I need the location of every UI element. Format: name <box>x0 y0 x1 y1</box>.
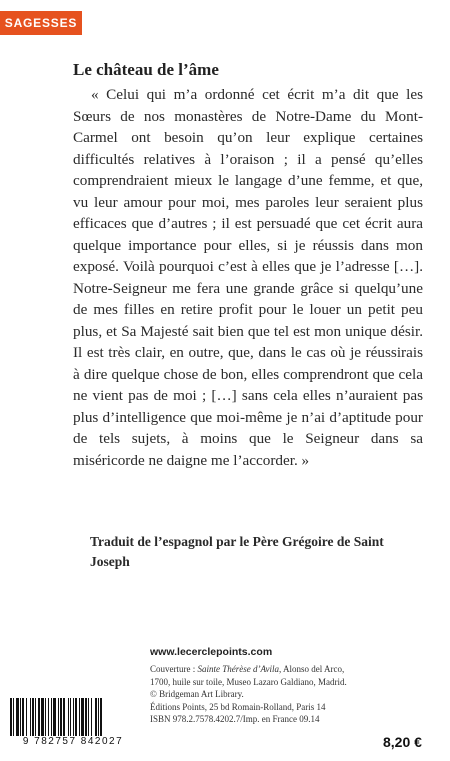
credits-line-2: 1700, huile sur toile, Museo Lazaro Galdiano, Madrid. <box>150 676 347 687</box>
credits-line-4: Éditions Points, 25 bd Romain-Rolland, Paris 14 <box>150 701 326 712</box>
excerpt-title: Le château de l’âme <box>73 60 219 79</box>
isbn-barcode <box>4 698 142 750</box>
credits-line-5: ISBN 978.2.7578.4202.7/Imp. en France 09.14 <box>150 714 320 725</box>
barcode-digits: 9 782757 842027 <box>4 736 142 747</box>
cover-work-details: , Alonso del Arco, <box>278 664 345 674</box>
credits-line-1 <box>150 663 390 676</box>
cover-work-title: Sainte Thérèse d’Avila <box>197 664 279 674</box>
cover-label: Couverture : <box>150 664 198 674</box>
price-label: 8,20 € <box>383 734 422 750</box>
credits-line-3: © Bridgeman Art Library. <box>150 689 244 700</box>
excerpt-text: « Celui qui m’a ordonné cet écrit m’a dit que les Sœurs de nos monastères de Notre-Dame du Mont-Carmel ont besoin qu’on leur explique certaines difficultés relatives à l’oraison ; il a pensé qu’elles comprendraient mieux le langage d’une femme, et que, vu leur amour pour moi, mes paroles leur seraient plus efficaces que d’autres ; il est persuadé que cet écrit aura quelque importance pour elles, si je réussis dans mon exposé. Voilà pourquoi c’est à elles que je l’adresse […]. Notre-Seigneur me fera une grande grâce si quelqu’une de mes filles en retire profit pour le louer un petit peu plus, et Sa Majesté sait bien que tel est mon unique désir. Il est très clair, en outre, que, dans le cas où je réussirais à dire quelque chose de bon, elles comprendront que cela ne vient pas de moi ; […] sans cela elles n’auraient pas plus d’intelligence que moi-même je n’ai d’aptitude pour de tels sujets, à moins que le Seigneur dans sa miséricorde ne daigne me l’accorder. » <box>73 86 423 469</box>
publisher-website[interactable]: www.lecerclepoints.com <box>150 646 273 658</box>
cover-credits <box>150 663 390 726</box>
translation-credit: Traduit de l’espagnol par le Père Grégoire de Saint Joseph <box>90 534 384 569</box>
series-banner: SAGESSES <box>0 11 82 35</box>
